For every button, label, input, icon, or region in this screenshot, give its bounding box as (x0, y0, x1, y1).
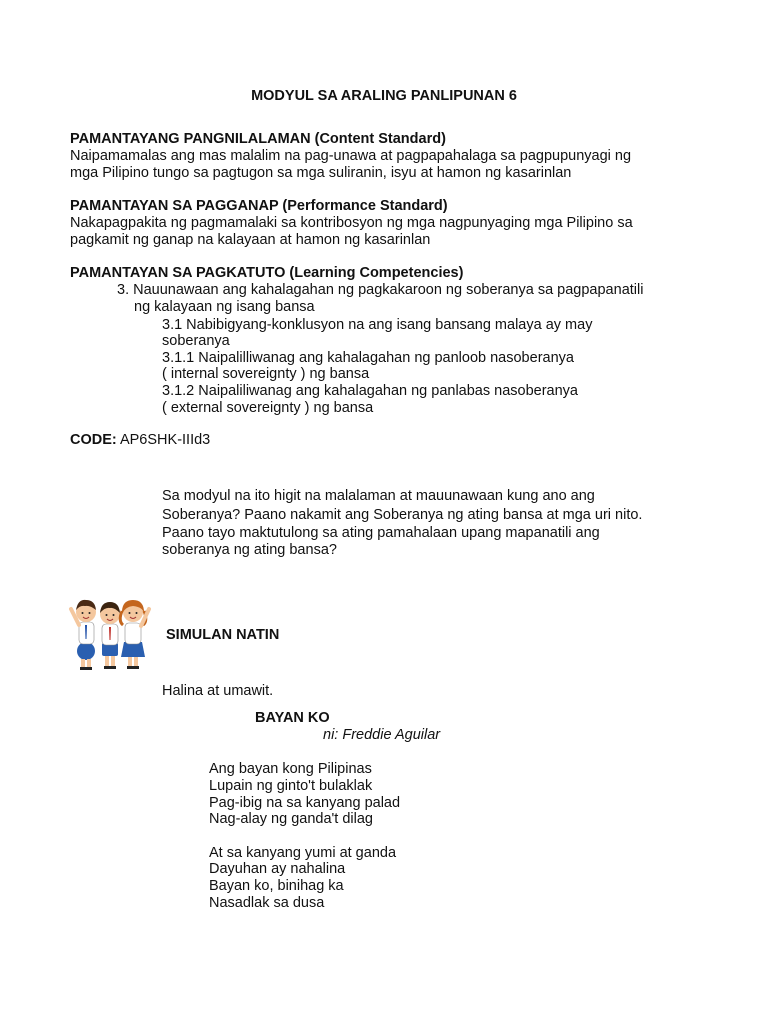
learning-competencies-heading: PAMANTAYAN SA PAGKATUTO (Learning Competencies) (70, 265, 464, 281)
intro-line: soberanya ng ating bansa? (162, 542, 337, 558)
code-value: AP6SHK-IIId3 (119, 432, 211, 448)
intro-line: Soberanya? Paano nakamit ang Soberanya ng ating bansa at mga uri nito. (162, 507, 643, 523)
competency-sub-item: ( internal sovereignty ) ng bansa (162, 366, 370, 382)
lyric-line: At sa kanyang yumi at ganda (209, 845, 397, 861)
lyric-line: Lupain ng ginto't bulaklak (209, 778, 373, 794)
content-standard-line: mga Pilipino tungo sa pagtugon sa mga suliranin, isyu at hamon ng kasarinlan (70, 165, 572, 181)
lyric-line: Nasadlak sa dusa (209, 895, 325, 911)
performance-standard-line: Nakapagpakita ng pagmamalaki sa kontribosyon ng mga nagpunyaging mga Pilipino sa (70, 215, 633, 231)
lyric-line: Bayan ko, binihag ka (209, 878, 344, 894)
content-standard-line: Naipamamalas ang mas malalim na pag-unawa at pagpapahalaga sa pagpupunyagi ng (70, 148, 632, 164)
competency-sub-item: 3.1.1 Naipalilliwanag ang kahalagahan ng panloob nasoberanya (162, 350, 574, 366)
lyric-line: Pag-ibig na sa kanyang palad (209, 795, 401, 811)
performance-standard-line: pagkamit ng ganap na kalayaan at hamon ng kasarinlan (70, 232, 431, 248)
intro-line: Paano tayo maktutulong sa ating pamahalaan upang mapanatili ang (162, 525, 600, 541)
song-title: BAYAN KO (255, 710, 330, 726)
intro-line: Sa modyul na ito higit na malalaman at mauunawaan kung ano ang (162, 488, 595, 504)
competency-sub-item: soberanya (162, 333, 230, 349)
competency-sub-item: 3.1 Nabibigyang-konklusyon na ang isang bansang malaya ay may (162, 317, 593, 333)
code-label: CODE: (70, 432, 117, 448)
section-heading-simulan-natin: SIMULAN NATIN (166, 627, 280, 643)
competency-item-3: 3. Nauunawaan ang kahalagahan ng pagkakaroon ng soberanya sa pagpapanatili (117, 282, 644, 298)
content-standard-heading: PAMANTAYANG PANGNILALAMAN (Content Standard) (70, 131, 446, 147)
code-line (70, 432, 210, 449)
competency-item-3-continued: ng kalayaan ng isang bansa (134, 299, 315, 315)
competency-sub-item: 3.1.2 Naipaliliwanag ang kahalagahan ng panlabas nasoberanya (162, 383, 578, 399)
lyric-line: Nag-alay ng ganda't dilag (209, 811, 373, 827)
song-author: ni: Freddie Aguilar (323, 727, 441, 743)
prompt-text: Halina at umawit. (162, 683, 274, 699)
competency-sub-item: ( external sovereignty ) ng bansa (162, 400, 374, 416)
lyric-line: Ang bayan kong Pilipinas (209, 761, 372, 777)
lyric-line: Dayuhan ay nahalina (209, 861, 346, 877)
page-title: MODYUL SA ARALING PANLIPUNAN 6 (251, 88, 517, 104)
performance-standard-heading: PAMANTAYAN SA PAGGANAP (Performance Standard) (70, 198, 448, 214)
students-illustration (68, 595, 152, 671)
